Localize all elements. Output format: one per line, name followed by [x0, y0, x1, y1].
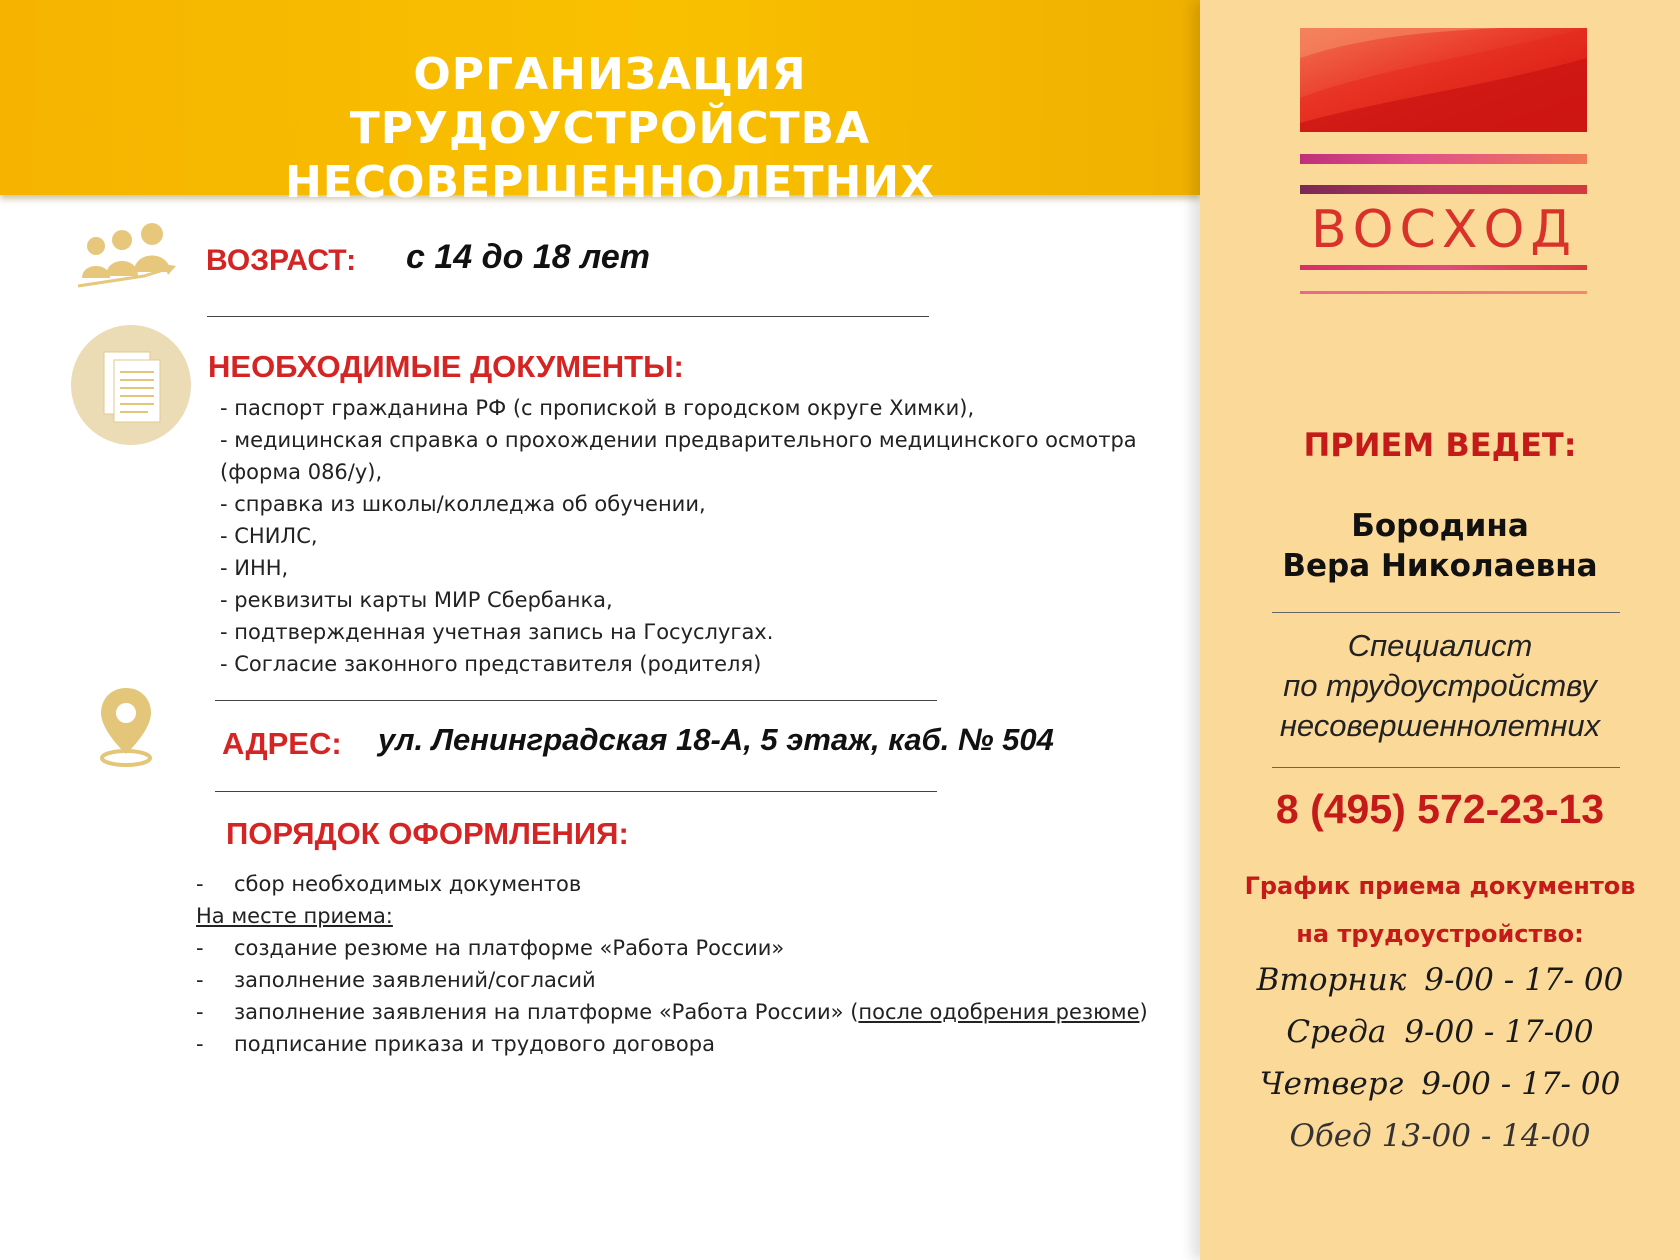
- procedure-item: - заполнение заявлений/согласий: [196, 964, 1156, 996]
- document-item: - подтвержденная учетная запись на Госуслугах.: [220, 620, 774, 644]
- specialist-name: Бородина Вера Николаевна: [1282, 508, 1598, 584]
- schedule-row: Среда 9-00 - 17-00: [1286, 1014, 1594, 1050]
- address-label: АДРЕС:: [222, 726, 342, 761]
- schedule-title: График приема документов на трудоустройство:: [1244, 872, 1636, 948]
- schedule-row: Вторник 9-00 - 17- 00: [1256, 962, 1624, 998]
- document-icon: [70, 324, 192, 446]
- logo-stripe: [1300, 291, 1587, 294]
- title-line-1: ОРГАНИЗАЦИЯ: [413, 49, 807, 100]
- divider: [215, 700, 937, 701]
- procedure-item: - создание резюме на платформе «Работа России»: [196, 932, 1156, 964]
- procedure-item: - подписание приказа и трудового договора: [196, 1028, 1156, 1060]
- divider: [1272, 612, 1620, 613]
- logo-stripe: [1300, 154, 1587, 164]
- document-item: - справка из школы/колледжа об обучении,: [220, 492, 706, 516]
- schedule-row: Четверг 9-00 - 17- 00: [1259, 1066, 1621, 1102]
- approval-note: после одобрения резюме: [858, 1000, 1140, 1024]
- divider: [207, 316, 929, 317]
- document-item: - медицинская справка о прохождении предварительного медицинского осмотра (форма 086/у),: [220, 428, 1137, 484]
- logo-stripe: [1300, 265, 1587, 270]
- documents-list: [220, 392, 1160, 680]
- age-value: с 14 до 18 лет: [406, 238, 650, 276]
- document-item: - Согласие законного представителя (родителя): [220, 652, 762, 676]
- logo-wordmark: ВОСХОД: [1310, 200, 1578, 260]
- lunch-row: Обед 13-00 - 14-00: [1289, 1118, 1591, 1154]
- list-dash: -: [196, 1032, 204, 1056]
- title-line-2: ТРУДОУСТРОЙСТВА НЕСОВЕРШЕННОЛЕТНИХ: [284, 103, 936, 208]
- on-site-label: На месте приема:: [196, 904, 393, 928]
- reception-heading: ПРИЕМ ВЕДЕТ:: [1303, 426, 1577, 464]
- procedure-list: [196, 868, 1156, 1060]
- procedure-item: - сбор необходимых документов: [196, 868, 1156, 900]
- document-item: - ИНН,: [220, 556, 289, 580]
- header-banner: [0, 0, 1200, 208]
- address-value: ул. Ленинградская 18-А, 5 этаж, каб. № 504: [378, 722, 1054, 757]
- phone-number[interactable]: 8 (495) 572-23-13: [1275, 786, 1605, 832]
- procedure-label: ПОРЯДОК ОФОРМЛЕНИЯ:: [226, 816, 629, 851]
- page-title: [40, 48, 1180, 210]
- documents-label: НЕОБХОДИМЫЕ ДОКУМЕНТЫ:: [208, 349, 684, 384]
- people-growth-icon: [74, 220, 184, 290]
- list-dash: -: [196, 936, 204, 960]
- logo-sun-graphic: [1300, 28, 1587, 132]
- document-item: - СНИЛС,: [220, 524, 318, 548]
- document-item: - паспорт гражданина РФ (с пропиской в городском округе Химки),: [220, 396, 975, 420]
- age-label: ВОЗРАСТ:: [206, 244, 357, 277]
- location-pin-icon: [98, 686, 154, 768]
- list-dash: -: [196, 872, 204, 896]
- document-item: - реквизиты карты МИР Сбербанка,: [220, 588, 613, 612]
- specialist-role: Специалист по трудоустройству несовершеннолетних: [1279, 628, 1601, 743]
- list-dash: -: [196, 1000, 204, 1024]
- divider: [215, 791, 937, 792]
- logo-stripe: [1300, 185, 1587, 194]
- divider: [1272, 767, 1620, 768]
- list-dash: -: [196, 968, 204, 992]
- procedure-item: - заполнение заявления на платформе «Работа России» (после одобрения резюме): [196, 996, 1156, 1028]
